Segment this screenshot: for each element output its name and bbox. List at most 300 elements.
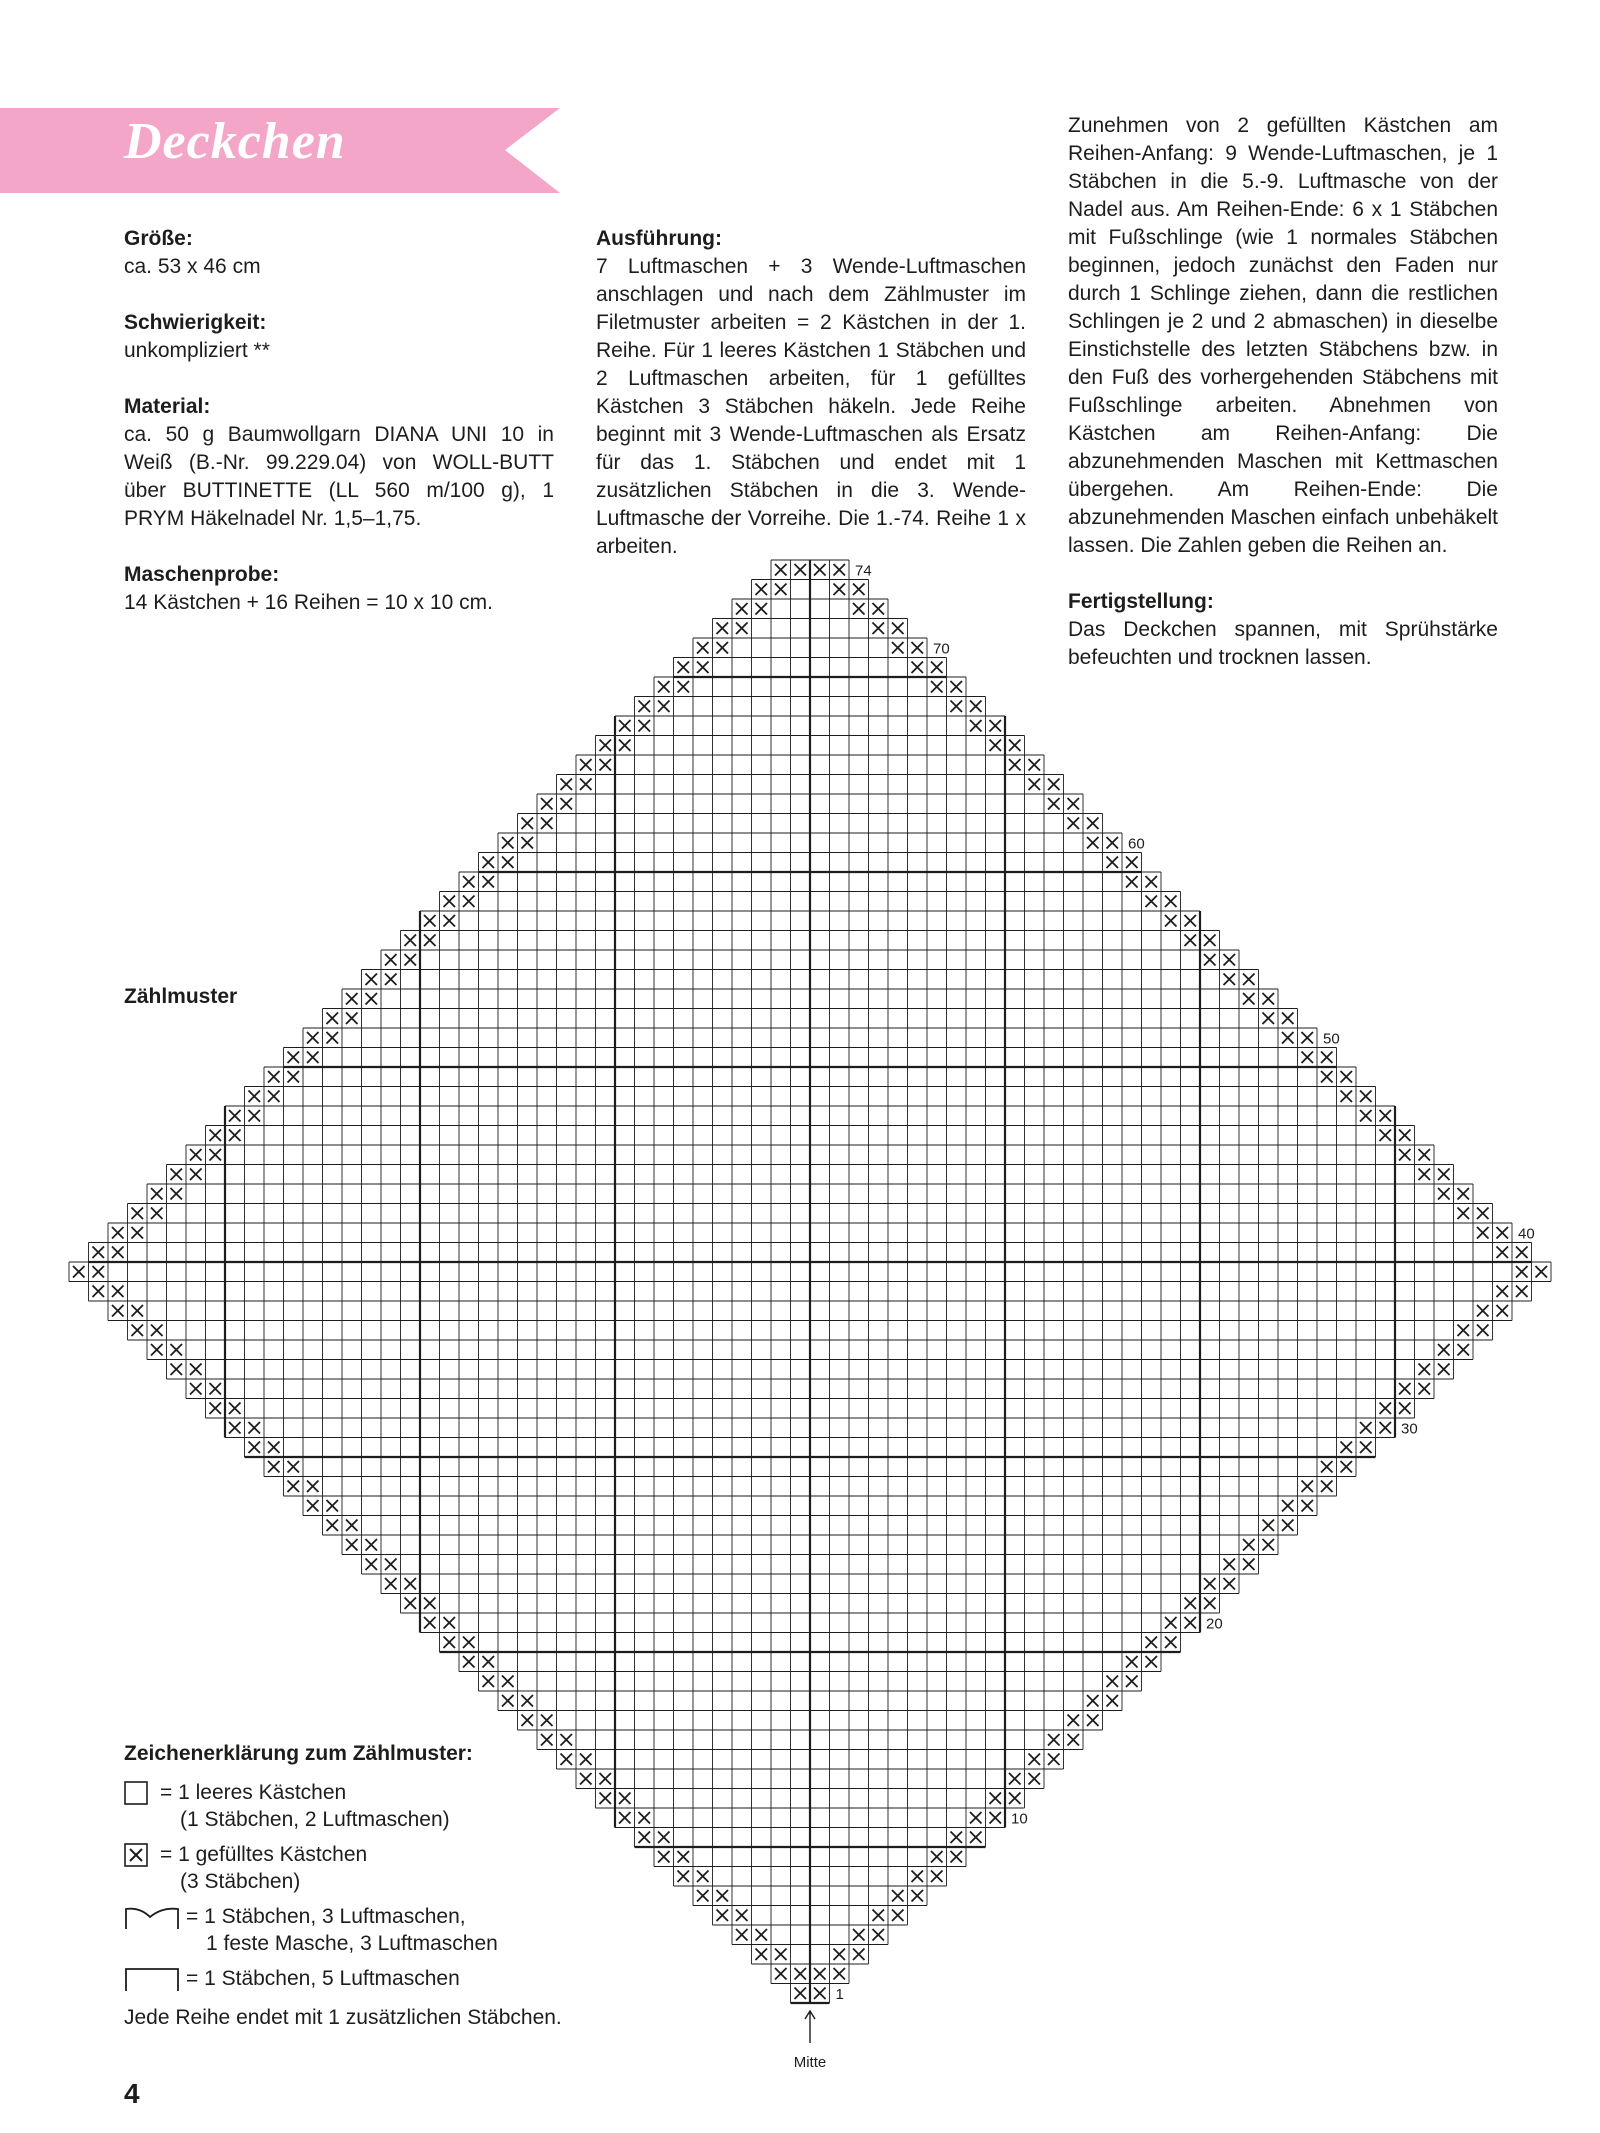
filled-cell bbox=[1477, 1305, 1489, 1317]
filled-cell bbox=[1126, 857, 1138, 869]
filled-cell bbox=[366, 993, 378, 1005]
chart-label: Zählmuster bbox=[124, 985, 238, 1008]
filled-cell bbox=[775, 584, 787, 596]
filled-cell bbox=[229, 1422, 241, 1434]
filled-cell bbox=[561, 1734, 573, 1746]
filled-cell bbox=[658, 1832, 670, 1844]
filled-cell bbox=[151, 1188, 163, 1200]
filled-cell bbox=[756, 1949, 768, 1961]
filled-cell bbox=[522, 818, 534, 830]
filled-cell bbox=[814, 564, 826, 576]
filled-cell bbox=[717, 1910, 729, 1922]
filled-cell bbox=[600, 740, 612, 752]
filled-cell bbox=[1341, 1442, 1353, 1454]
filled-cell bbox=[639, 1832, 651, 1844]
filled-cell bbox=[112, 1247, 124, 1259]
legend-item-filled bbox=[124, 1841, 498, 1903]
legend-item-empty bbox=[124, 1779, 498, 1841]
filled-cell bbox=[775, 1968, 787, 1980]
filled-cell bbox=[93, 1266, 105, 1278]
filled-cell bbox=[1185, 1598, 1197, 1610]
filled-cell bbox=[288, 1481, 300, 1493]
filled-cell bbox=[580, 779, 592, 791]
filled-cell bbox=[561, 779, 573, 791]
finishing-heading: Fertigstellung: bbox=[1068, 590, 1214, 613]
filled-cell bbox=[385, 1578, 397, 1590]
filled-cell bbox=[931, 662, 943, 674]
filled-cell bbox=[1243, 1539, 1255, 1551]
mitte-label: Mitte bbox=[793, 2054, 827, 2071]
filled-cell bbox=[970, 1832, 982, 1844]
filled-cell bbox=[1497, 1247, 1509, 1259]
filled-cell bbox=[678, 1871, 690, 1883]
filled-cell bbox=[1243, 993, 1255, 1005]
page-number: 4 bbox=[124, 2078, 140, 2109]
instructions-text: 7 Luftmaschen + 3 Wende-Luftmaschen anschlagen und nach dem Zählmuster im Filetmuster arbeiten = 2 Kästchen in der 1. Reihe. Für 1 leeres Kästchen 1 Stäbchen und 2 Luftmaschen arbeiten, für 1 gefülltes Kästchen 3 Stäbchen häkeln. Jede Reihe beginnt mit 3 Wende-Luftmaschen als Ersatz für das 1. Stäbchen und endet mit 1 zusätzlichen Stäbchen in die 3. Wende-Luftmasche der Vorreihe. Die 1.-74. Reihe 1 x arbeiten. bbox=[596, 255, 1026, 558]
filled-cell bbox=[1497, 1305, 1509, 1317]
filled-cell bbox=[1419, 1364, 1431, 1376]
filled-cell bbox=[171, 1344, 183, 1356]
filled-cell bbox=[1185, 915, 1197, 927]
row-number-label: 60 bbox=[1128, 835, 1145, 853]
filled-cell bbox=[1107, 837, 1119, 849]
filled-cell bbox=[639, 701, 651, 713]
filled-cell bbox=[307, 1481, 319, 1493]
filled-cell bbox=[736, 623, 748, 635]
filled-cell bbox=[1458, 1325, 1470, 1337]
filled-cell bbox=[1204, 935, 1216, 947]
filled-cell bbox=[1341, 1071, 1353, 1083]
filled-cell bbox=[132, 1208, 144, 1220]
size-text: ca. 53 x 46 cm bbox=[124, 255, 261, 278]
filled-cell bbox=[1224, 1578, 1236, 1590]
filled-cell bbox=[1399, 1383, 1411, 1395]
filled-cell bbox=[639, 720, 651, 732]
filled-cell bbox=[249, 1091, 261, 1103]
filled-cell bbox=[912, 662, 924, 674]
filled-cell bbox=[483, 857, 495, 869]
filled-cell bbox=[1302, 1052, 1314, 1064]
filled-cell bbox=[853, 1949, 865, 1961]
filled-cell bbox=[405, 935, 417, 947]
filled-cell bbox=[1399, 1149, 1411, 1161]
filled-cell bbox=[775, 564, 787, 576]
filled-cell bbox=[1029, 1773, 1041, 1785]
arch-icon bbox=[124, 1903, 184, 1931]
filled-cell bbox=[463, 1637, 475, 1649]
filled-cell bbox=[1419, 1149, 1431, 1161]
shaping-text: Zunehmen von 2 gefüllten Kästchen am Reihen-Anfang: 9 Wende-Luftmaschen, je 1 Stäbchen in die 5.-9. Luftmasche von der Nadel aus. Am Reihen-Ende: 6 x 1 Stäbchen mit Fußschlinge (wie 1 normales Stäbchen beginnen, jedoch zunächst den Faden nur durch 1 Schlinge ziehen, dann die restlichen Schlingen je 2 und 2 abmaschen) in dieselbe Einstichstelle des letzten Stäbchens bzw. in den Fuß des vorhergehenden Stäbchens mit Fußschlinge arbeiten. Abnehmen von Kästchen am Reihen-Anfang: Die abzunehmenden Maschen mit Kettmaschen übergehen. Am Reihen-Ende: Die abzunehmenden Maschen einfach unbehäkelt lassen. Die Zahlen geben die Reihen an. bbox=[1068, 114, 1498, 557]
filled-cell bbox=[483, 1676, 495, 1688]
filled-cell bbox=[561, 798, 573, 810]
filled-cell bbox=[1087, 818, 1099, 830]
filled-cell bbox=[1360, 1422, 1372, 1434]
filled-cell bbox=[132, 1305, 144, 1317]
filled-cell bbox=[1263, 993, 1275, 1005]
filled-cell bbox=[619, 1812, 631, 1824]
filled-cell bbox=[1321, 1481, 1333, 1493]
filled-cell bbox=[541, 798, 553, 810]
filled-cell bbox=[1029, 779, 1041, 791]
filled-cell bbox=[1380, 1403, 1392, 1415]
filled-cell bbox=[619, 720, 631, 732]
filled-cell bbox=[190, 1383, 202, 1395]
filled-cell bbox=[697, 1871, 709, 1883]
filled-cell bbox=[853, 584, 865, 596]
filled-cell bbox=[93, 1286, 105, 1298]
filled-cell bbox=[1048, 1734, 1060, 1746]
filled-cell bbox=[112, 1286, 124, 1298]
filled-cell bbox=[151, 1344, 163, 1356]
filled-cell bbox=[346, 993, 358, 1005]
filled-cell bbox=[327, 1500, 339, 1512]
filled-cell bbox=[931, 1851, 943, 1863]
filled-cell bbox=[385, 1559, 397, 1571]
filled-cell bbox=[1204, 954, 1216, 966]
filled-cell bbox=[1477, 1325, 1489, 1337]
filled-cell bbox=[541, 1734, 553, 1746]
filled-cell bbox=[210, 1149, 222, 1161]
filled-cell bbox=[1165, 1617, 1177, 1629]
size-heading: Größe: bbox=[124, 227, 193, 250]
filled-cell bbox=[1146, 876, 1158, 888]
filled-cell bbox=[658, 681, 670, 693]
legend-text-2a: = 1 gefülltes Kästchen bbox=[160, 1843, 368, 1866]
filled-cell bbox=[1068, 1715, 1080, 1727]
filled-cell bbox=[1146, 896, 1158, 908]
filled-cell bbox=[190, 1149, 202, 1161]
filled-cell bbox=[1458, 1208, 1470, 1220]
filled-cell bbox=[541, 1715, 553, 1727]
filled-cell bbox=[1477, 1227, 1489, 1239]
material-heading: Material: bbox=[124, 395, 211, 418]
filled-cell bbox=[268, 1461, 280, 1473]
filled-cell bbox=[970, 1812, 982, 1824]
filled-cell bbox=[1282, 1520, 1294, 1532]
filled-cell bbox=[756, 584, 768, 596]
row-number-label: 10 bbox=[1011, 1810, 1028, 1828]
filled-square-icon bbox=[124, 1843, 150, 1869]
filled-cell bbox=[522, 1715, 534, 1727]
row-number-label: 50 bbox=[1323, 1030, 1340, 1048]
difficulty-text: unkompliziert ** bbox=[124, 339, 270, 362]
filled-cell bbox=[268, 1442, 280, 1454]
filled-cell bbox=[990, 1812, 1002, 1824]
filled-cell bbox=[1516, 1286, 1528, 1298]
filled-cell bbox=[210, 1383, 222, 1395]
filled-cell bbox=[756, 1929, 768, 1941]
filled-cell bbox=[190, 1169, 202, 1181]
filled-cell bbox=[132, 1227, 144, 1239]
legend-text-1a: = 1 leeres Kästchen bbox=[160, 1781, 347, 1804]
row-number-label: 74 bbox=[855, 562, 872, 580]
filled-cell bbox=[171, 1188, 183, 1200]
filled-cell bbox=[502, 857, 514, 869]
filled-cell bbox=[541, 818, 553, 830]
filled-cell bbox=[1126, 1656, 1138, 1668]
filled-cell bbox=[834, 584, 846, 596]
filled-cell bbox=[1341, 1091, 1353, 1103]
filled-cell bbox=[1107, 857, 1119, 869]
filled-cell bbox=[1360, 1091, 1372, 1103]
filled-cell bbox=[327, 1032, 339, 1044]
filled-cell bbox=[1477, 1208, 1489, 1220]
filled-cell bbox=[1107, 1676, 1119, 1688]
filled-cell bbox=[814, 1968, 826, 1980]
filled-cell bbox=[756, 603, 768, 615]
filled-cell bbox=[736, 603, 748, 615]
filled-cell bbox=[1048, 779, 1060, 791]
filled-cell bbox=[307, 1032, 319, 1044]
filled-cell bbox=[951, 1832, 963, 1844]
filled-cell bbox=[561, 1754, 573, 1766]
filled-cell bbox=[1458, 1188, 1470, 1200]
filled-cell bbox=[1321, 1071, 1333, 1083]
filled-cell bbox=[346, 1539, 358, 1551]
difficulty-heading: Schwierigkeit: bbox=[124, 311, 267, 334]
filled-cell bbox=[912, 1890, 924, 1902]
filled-cell bbox=[1399, 1130, 1411, 1142]
filled-cell bbox=[307, 1500, 319, 1512]
filled-cell bbox=[190, 1364, 202, 1376]
filled-cell bbox=[717, 642, 729, 654]
legend-text-1b: (1 Stäbchen, 2 Luftmaschen) bbox=[180, 1808, 450, 1831]
row-number-label: 1 bbox=[835, 1986, 844, 2003]
filled-cell bbox=[1126, 876, 1138, 888]
filled-cell bbox=[1087, 1715, 1099, 1727]
filled-cell bbox=[1029, 1754, 1041, 1766]
filled-cell bbox=[522, 1695, 534, 1707]
filled-cell bbox=[1380, 1130, 1392, 1142]
filled-cell bbox=[892, 642, 904, 654]
filled-cell bbox=[795, 1988, 807, 2000]
filled-cell bbox=[1380, 1422, 1392, 1434]
filled-cell bbox=[1282, 1500, 1294, 1512]
legend-title: Zeichenerklärung zum Zählmuster: bbox=[124, 1742, 473, 1765]
finishing-text: Das Deckchen spannen, mit Sprühstärke befeuchten und trocknen lassen. bbox=[1068, 618, 1498, 669]
filled-cell bbox=[1438, 1188, 1450, 1200]
filled-cell bbox=[1263, 1539, 1275, 1551]
filled-cell bbox=[229, 1130, 241, 1142]
filled-cell bbox=[444, 1637, 456, 1649]
filled-cell bbox=[1282, 1032, 1294, 1044]
filled-cell bbox=[1068, 818, 1080, 830]
filled-cell bbox=[132, 1325, 144, 1337]
filled-cell bbox=[853, 1929, 865, 1941]
filled-cell bbox=[912, 1871, 924, 1883]
filled-cell bbox=[151, 1325, 163, 1337]
filled-cell bbox=[249, 1422, 261, 1434]
filled-cell bbox=[1419, 1169, 1431, 1181]
row-number-label: 30 bbox=[1401, 1420, 1418, 1438]
filled-cell bbox=[1029, 759, 1041, 771]
filled-cell bbox=[151, 1208, 163, 1220]
filled-cell bbox=[73, 1266, 85, 1278]
filled-cell bbox=[249, 1110, 261, 1122]
filled-cell bbox=[112, 1227, 124, 1239]
filled-cell bbox=[1458, 1344, 1470, 1356]
filled-cell bbox=[970, 701, 982, 713]
filled-cell bbox=[853, 603, 865, 615]
filled-cell bbox=[1068, 798, 1080, 810]
filled-cell bbox=[405, 954, 417, 966]
legend-item-arch bbox=[124, 1903, 498, 1965]
gauge-text: 14 Kästchen + 16 Reihen = 10 x 10 cm. bbox=[124, 591, 493, 614]
filled-cell bbox=[1068, 1734, 1080, 1746]
filled-cell bbox=[892, 1890, 904, 1902]
filled-cell bbox=[483, 1656, 495, 1668]
filled-cell bbox=[1126, 1676, 1138, 1688]
filled-cell bbox=[307, 1052, 319, 1064]
filled-cell bbox=[814, 1988, 826, 2000]
filled-cell bbox=[1009, 759, 1021, 771]
filled-cell bbox=[1282, 1013, 1294, 1025]
filled-cell bbox=[1009, 1773, 1021, 1785]
filled-cell bbox=[736, 1910, 748, 1922]
filled-cell bbox=[600, 1773, 612, 1785]
filled-cell bbox=[1536, 1266, 1548, 1278]
legend bbox=[124, 1740, 498, 2005]
filled-cell bbox=[873, 1910, 885, 1922]
filled-cell bbox=[619, 1793, 631, 1805]
legend-text-3a: = 1 Stäbchen, 3 Luftmaschen, bbox=[186, 1905, 466, 1928]
filled-cell bbox=[1321, 1461, 1333, 1473]
filled-cell bbox=[385, 954, 397, 966]
filled-cell bbox=[1321, 1052, 1333, 1064]
filled-cell bbox=[1224, 954, 1236, 966]
filled-cell bbox=[951, 701, 963, 713]
filled-cell bbox=[1185, 935, 1197, 947]
filled-cell bbox=[405, 1598, 417, 1610]
filled-cell bbox=[834, 1949, 846, 1961]
filled-cell bbox=[93, 1247, 105, 1259]
filled-cell bbox=[288, 1071, 300, 1083]
filled-cell bbox=[697, 662, 709, 674]
filled-cell bbox=[424, 1617, 436, 1629]
filled-cell bbox=[1263, 1520, 1275, 1532]
filled-cell bbox=[873, 603, 885, 615]
filled-cell bbox=[951, 681, 963, 693]
filled-cell bbox=[736, 1929, 748, 1941]
filled-cell bbox=[112, 1305, 124, 1317]
filled-cell bbox=[580, 1754, 592, 1766]
filled-cell bbox=[229, 1403, 241, 1415]
filled-cell bbox=[1204, 1598, 1216, 1610]
filled-cell bbox=[639, 1812, 651, 1824]
filled-cell bbox=[678, 662, 690, 674]
page-title: Deckchen bbox=[124, 113, 346, 170]
filled-cell bbox=[366, 1559, 378, 1571]
filled-cell bbox=[502, 837, 514, 849]
filled-cell bbox=[1516, 1247, 1528, 1259]
filled-cell bbox=[1302, 1481, 1314, 1493]
filled-cell bbox=[268, 1091, 280, 1103]
filled-cell bbox=[1146, 1637, 1158, 1649]
filled-cell bbox=[1224, 1559, 1236, 1571]
filled-cell bbox=[288, 1052, 300, 1064]
filled-cell bbox=[327, 1013, 339, 1025]
filled-cell bbox=[600, 1793, 612, 1805]
filled-cell bbox=[1165, 915, 1177, 927]
filled-cell bbox=[502, 1695, 514, 1707]
filled-cell bbox=[1438, 1169, 1450, 1181]
filled-cell bbox=[580, 1773, 592, 1785]
filled-cell bbox=[1438, 1364, 1450, 1376]
filled-cell bbox=[463, 876, 475, 888]
filled-cell bbox=[327, 1520, 339, 1532]
legend-footer: Jede Reihe endet mit 1 zusätzlichen Stäbchen. bbox=[124, 2006, 562, 2029]
filled-cell bbox=[483, 876, 495, 888]
bar-icon bbox=[124, 1965, 184, 1993]
filled-cell bbox=[658, 1851, 670, 1863]
filled-cell bbox=[1302, 1500, 1314, 1512]
filled-cell bbox=[1263, 1013, 1275, 1025]
filled-cell bbox=[229, 1110, 241, 1122]
filled-cell bbox=[834, 1968, 846, 1980]
filled-cell bbox=[1165, 896, 1177, 908]
filled-cell bbox=[931, 681, 943, 693]
filled-cell bbox=[1224, 974, 1236, 986]
filled-cell bbox=[268, 1071, 280, 1083]
filled-cell bbox=[405, 1578, 417, 1590]
filled-cell bbox=[346, 1013, 358, 1025]
filled-cell bbox=[210, 1403, 222, 1415]
filled-cell bbox=[463, 1656, 475, 1668]
gauge-heading: Maschenprobe: bbox=[124, 563, 280, 586]
filled-cell bbox=[1146, 1656, 1158, 1668]
filled-cell bbox=[951, 1851, 963, 1863]
filled-cell bbox=[1419, 1383, 1431, 1395]
filled-cell bbox=[1497, 1227, 1509, 1239]
filled-cell bbox=[210, 1130, 222, 1142]
filled-cell bbox=[931, 1871, 943, 1883]
filled-cell bbox=[424, 915, 436, 927]
filled-cell bbox=[834, 564, 846, 576]
filled-cell bbox=[795, 564, 807, 576]
filled-cell bbox=[1360, 1442, 1372, 1454]
filled-cell bbox=[775, 1949, 787, 1961]
filled-cell bbox=[385, 974, 397, 986]
filled-cell bbox=[990, 720, 1002, 732]
filled-cell bbox=[1087, 837, 1099, 849]
filled-cell bbox=[892, 623, 904, 635]
filled-cell bbox=[424, 1598, 436, 1610]
filled-cell bbox=[346, 1520, 358, 1532]
row-number-label: 20 bbox=[1206, 1615, 1223, 1633]
filled-cell bbox=[288, 1461, 300, 1473]
filled-cell bbox=[1243, 974, 1255, 986]
filled-cell bbox=[1243, 1559, 1255, 1571]
material-text: ca. 50 g Baumwollgarn DIANA UNI 10 in Weiß (B.-Nr. 99.229.04) von WOLL-BUTT über BUTTINETTE (LL 560 m/100 g), 1 PRYM Häkelnadel Nr. 1,5–1,75. bbox=[124, 423, 554, 530]
filled-cell bbox=[366, 974, 378, 986]
filled-cell bbox=[1438, 1344, 1450, 1356]
filled-cell bbox=[658, 701, 670, 713]
legend-text-3b: 1 feste Masche, 3 Luftmaschen bbox=[206, 1932, 498, 1955]
filled-cell bbox=[873, 1929, 885, 1941]
filled-cell bbox=[463, 896, 475, 908]
filled-cell bbox=[1399, 1403, 1411, 1415]
filled-cell bbox=[444, 915, 456, 927]
row-number-label: 40 bbox=[1518, 1225, 1535, 1243]
filled-cell bbox=[1009, 1793, 1021, 1805]
row-number-label: 70 bbox=[933, 640, 950, 658]
filled-cell bbox=[502, 1676, 514, 1688]
filled-cell bbox=[990, 740, 1002, 752]
mitte-arrow-icon bbox=[805, 2011, 815, 2043]
filled-cell bbox=[1048, 798, 1060, 810]
legend-text-2b: (3 Stäbchen) bbox=[180, 1870, 301, 1893]
filled-cell bbox=[1048, 1754, 1060, 1766]
